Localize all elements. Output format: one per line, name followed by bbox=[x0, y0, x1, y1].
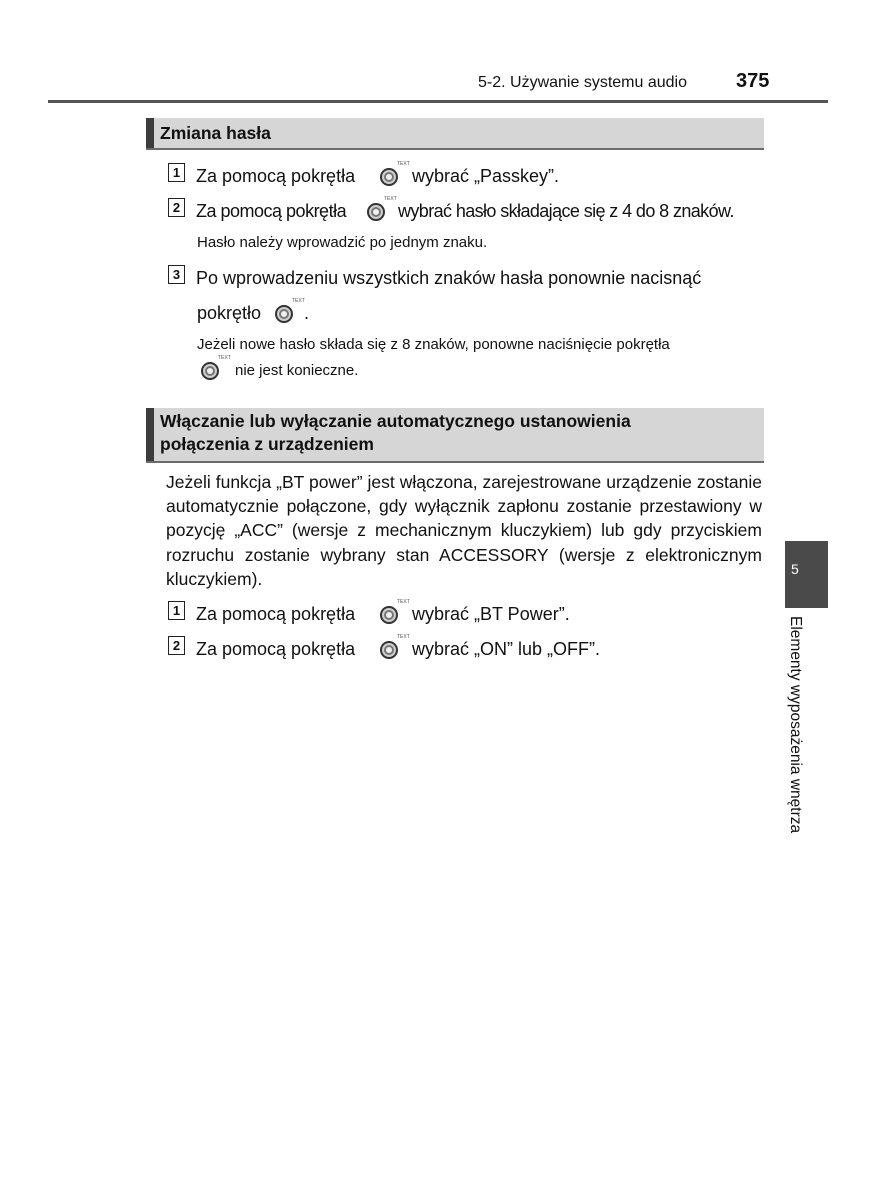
section-heading-accent bbox=[146, 408, 154, 461]
step-text: . bbox=[304, 303, 310, 323]
step-text: wybrać hasło składające się z 4 do 8 znaków. bbox=[398, 201, 734, 221]
step-text: Za pomocą pokrętła bbox=[196, 604, 356, 624]
step-text: wybrać „BT Power”. bbox=[412, 604, 570, 624]
section-heading-accent bbox=[146, 118, 154, 148]
step-text: Po wprowadzeniu wszystkich znaków hasła ponownie nacisnąć bbox=[196, 268, 702, 288]
step-number: 1 bbox=[168, 163, 185, 182]
knob-label: TEXT bbox=[384, 196, 397, 202]
tune-knob-icon bbox=[380, 161, 410, 186]
step-note: Hasło należy wprowadzić po jednym znaku. bbox=[197, 234, 488, 251]
step-number: 1 bbox=[168, 601, 185, 620]
section-heading-title: Zmiana hasła bbox=[160, 123, 271, 143]
chapter-tab bbox=[785, 541, 828, 608]
tune-knob-icon bbox=[201, 355, 231, 380]
step-number: 3 bbox=[168, 265, 185, 284]
section-heading-title-line1: Włączanie lub wyłączanie automatycznego ustanowienia bbox=[160, 411, 631, 431]
step-text: Za pomocą pokrętła bbox=[196, 639, 356, 659]
tune-knob-icon bbox=[275, 298, 305, 323]
step-text: wybrać „ON” lub „OFF”. bbox=[412, 639, 601, 659]
step-text: Za pomocą pokrętła bbox=[196, 166, 356, 186]
step-text: Za pomocą pokrętła bbox=[196, 201, 347, 221]
step-note: nie jest konieczne. bbox=[235, 362, 359, 379]
header-section-title: 5-2. Używanie systemu audio bbox=[478, 74, 687, 91]
step-text: wybrać „Passkey”. bbox=[412, 166, 560, 186]
step-number: 2 bbox=[168, 636, 185, 655]
knob-label: TEXT bbox=[292, 298, 305, 304]
step-note: Jeżeli nowe hasło składa się z 8 znaków, ponowne naciśnięcie pokrętła bbox=[197, 336, 670, 353]
knob-label: TEXT bbox=[218, 355, 231, 361]
knob-label: TEXT bbox=[397, 634, 410, 640]
chapter-number: 5 bbox=[791, 561, 799, 577]
step-text: pokrętło bbox=[197, 303, 262, 323]
tune-knob-icon bbox=[367, 196, 397, 221]
knob-label: TEXT bbox=[397, 161, 410, 167]
section-paragraph: Jeżeli funkcja „BT power” jest włączona, zarejestrowane urządzenie zostanie automatycznie połączone, gdy wyłącznik zapłonu zostanie przestawiony w pozycję „ACC” (wersje z mechanicznym kluczykiem) lub gdy przyciskiem rozruchu zostanie wybrany stan ACCESSORY (wersje z elektronicznym kluczykiem). bbox=[166, 472, 762, 589]
tune-knob-icon bbox=[380, 599, 410, 624]
step-number: 2 bbox=[168, 198, 185, 217]
tune-knob-icon bbox=[380, 634, 410, 659]
header-rule bbox=[48, 100, 828, 103]
page-number: 375 bbox=[736, 70, 770, 92]
chapter-label: Elementy wyposażenia wnętrza bbox=[787, 616, 804, 834]
section-heading-bt-power bbox=[146, 408, 764, 463]
section-heading-title-line2: połączenia z urządzeniem bbox=[160, 434, 374, 454]
knob-label: TEXT bbox=[397, 599, 410, 605]
section-heading-change-password bbox=[146, 118, 764, 150]
